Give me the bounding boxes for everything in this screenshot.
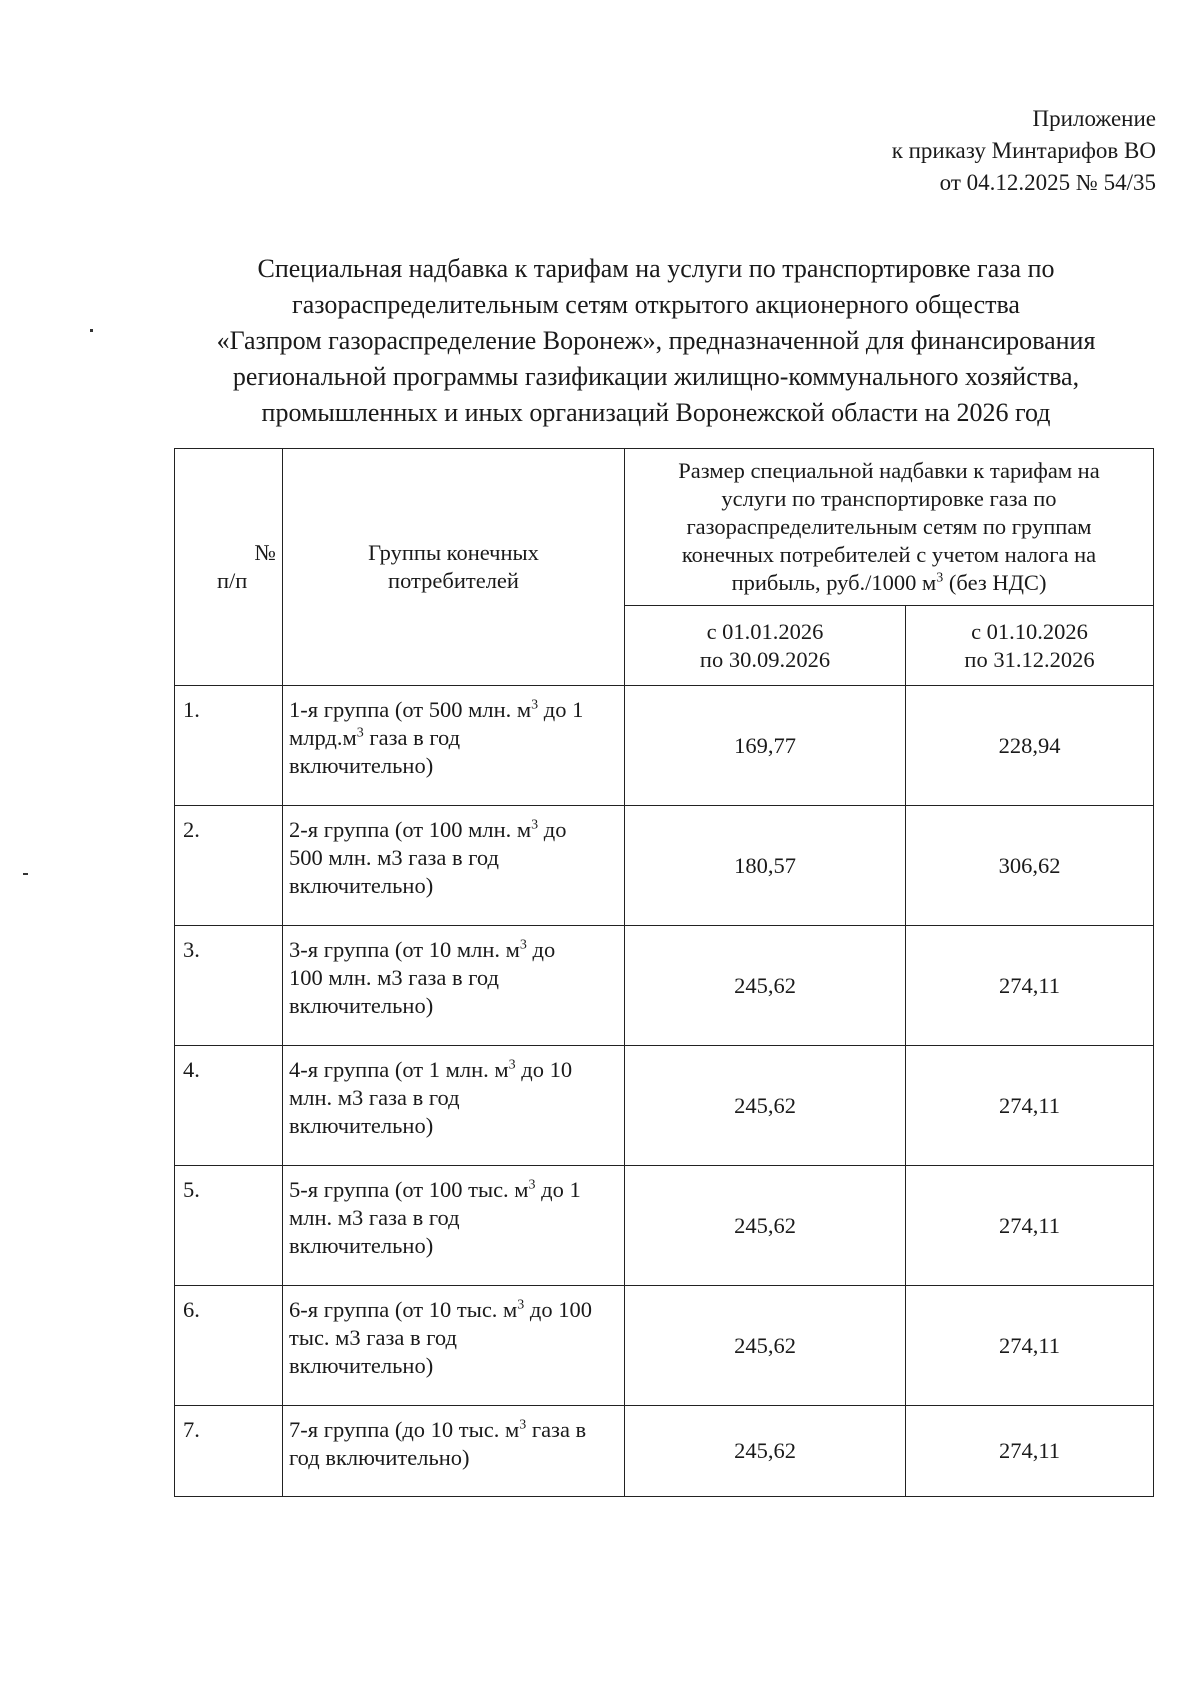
title-line: региональной программы газификации жилищно-коммунального хозяйства, <box>232 362 1080 391</box>
group-line: включительно) <box>289 1233 434 1258</box>
group-line: включительно) <box>289 753 434 778</box>
table-header-row <box>175 449 1154 606</box>
group-line <box>289 696 618 724</box>
header-groups-line: Группы конечных <box>368 540 539 565</box>
consumer-group <box>283 1286 625 1406</box>
group-text: год включительно) <box>289 1445 470 1470</box>
surcharge-value-period-2: 274,11 <box>906 1286 1154 1406</box>
row-number: 1. <box>175 686 283 806</box>
surcharge-value-period-1: 245,62 <box>625 1286 906 1406</box>
consumer-group <box>283 1166 625 1286</box>
header-period-2 <box>906 606 1154 686</box>
group-text: млн. м3 газа в год <box>289 1085 460 1110</box>
group-text: млрд.м <box>289 725 357 750</box>
header-groups <box>283 449 625 686</box>
group-line <box>289 724 618 752</box>
header-number <box>175 449 283 686</box>
consumer-group <box>283 926 625 1046</box>
group-text: 5-я группа (от 100 тыс. м <box>289 1177 529 1202</box>
header-size-line: конечных потребителей с учетом налога на <box>681 542 1097 568</box>
group-line <box>289 964 618 992</box>
row-number: 2. <box>175 806 283 926</box>
appendix-order-date: от 04.12.2025 № 54/35 <box>939 170 1156 195</box>
row-number: 3. <box>175 926 283 1046</box>
header-size-line: услуги по транспортировке газа по <box>721 486 1057 512</box>
group-sup: 3 <box>356 725 364 741</box>
group-sup: 3 <box>508 1057 516 1073</box>
group-line: включительно) <box>289 873 434 898</box>
group-text: 100 млн. м3 газа в год <box>289 965 499 990</box>
group-text: газа в год <box>363 725 461 750</box>
group-line <box>289 1444 618 1472</box>
group-text: 2-я группа (от 100 млн. м <box>289 817 532 842</box>
group-line <box>289 1296 618 1324</box>
group-line: включительно) <box>289 993 434 1018</box>
group-sup: 3 <box>528 1177 536 1193</box>
group-text: 7-я группа (до 10 тыс. м <box>289 1417 520 1442</box>
group-text: 3-я группа (от 10 млн. м <box>289 937 520 962</box>
title-line: Специальная надбавка к тарифам на услуги по транспортировке газа по <box>257 254 1055 283</box>
surcharge-value-period-1: 245,62 <box>625 1166 906 1286</box>
header-size-vat: (без НДС) <box>943 570 1047 596</box>
group-line <box>289 936 618 964</box>
group-text: млн. м3 газа в год <box>289 1205 460 1230</box>
surcharge-value-period-2: 274,11 <box>906 1406 1154 1497</box>
group-text: 4-я группа (от 1 млн. м <box>289 1057 509 1082</box>
group-line <box>289 1204 618 1232</box>
title-line: промышленных и иных организаций Воронежской области на 2026 год <box>261 398 1051 427</box>
appendix-label: Приложение <box>1032 106 1156 131</box>
tariff-table <box>174 448 1154 1497</box>
group-sup: 3 <box>519 937 527 953</box>
group-line <box>289 844 618 872</box>
consumer-group <box>283 1406 625 1497</box>
header-size-unit-sup: 3 <box>936 570 944 586</box>
appendix-header <box>892 103 1156 199</box>
header-period-1 <box>625 606 906 686</box>
group-line <box>289 1416 618 1444</box>
surcharge-value-period-2: 228,94 <box>906 686 1154 806</box>
table-row <box>175 686 1154 806</box>
period-line: с 01.10.2026 <box>971 618 1088 644</box>
consumer-group <box>283 686 625 806</box>
group-sup: 3 <box>531 697 539 713</box>
table-row <box>175 1166 1154 1286</box>
table-row <box>175 926 1154 1046</box>
surcharge-value-period-1: 245,62 <box>625 1406 906 1497</box>
group-text: до 1 <box>535 1177 581 1202</box>
title-line: газораспределительным сетям открытого акционерного общества <box>292 290 1020 319</box>
group-text: до 100 <box>524 1297 592 1322</box>
group-line <box>289 1084 618 1112</box>
surcharge-value-period-1: 180,57 <box>625 806 906 926</box>
period-line: с 01.01.2026 <box>706 618 824 644</box>
surcharge-value-period-1: 169,77 <box>625 686 906 806</box>
group-text: тыс. м3 газа в год <box>289 1325 457 1350</box>
consumer-group <box>283 1046 625 1166</box>
group-sup: 3 <box>519 1417 527 1433</box>
group-text: до 1 <box>538 697 584 722</box>
surcharge-value-period-1: 245,62 <box>625 926 906 1046</box>
row-number: 6. <box>175 1286 283 1406</box>
group-line <box>289 816 618 844</box>
group-text: 1-я группа (от 500 млн. м <box>289 697 532 722</box>
group-sup: 3 <box>517 1297 525 1313</box>
row-number: 7. <box>175 1406 283 1497</box>
consumer-group <box>283 806 625 926</box>
table-row <box>175 806 1154 926</box>
row-number: 5. <box>175 1166 283 1286</box>
title-line: «Газпром газораспределение Воронеж», предназначенной для финансирования <box>216 326 1096 355</box>
group-line <box>289 1324 618 1352</box>
table-row <box>175 1046 1154 1166</box>
group-sup: 3 <box>531 817 539 833</box>
surcharge-value-period-2: 274,11 <box>906 1046 1154 1166</box>
header-size-unit: прибыль, руб./1000 м <box>731 570 937 596</box>
document-title <box>170 251 1142 431</box>
appendix-order-ref: к приказу Минтарифов ВО <box>891 138 1156 163</box>
period-line: по 30.09.2026 <box>699 646 831 672</box>
group-line: включительно) <box>289 1113 434 1138</box>
surcharge-value-period-2: 274,11 <box>906 926 1154 1046</box>
surcharge-value-period-1: 245,62 <box>625 1046 906 1166</box>
header-number-sign: № <box>254 540 276 565</box>
table-row <box>175 1286 1154 1406</box>
header-size-line: газораспределительным сетям по группам <box>686 514 1092 540</box>
group-text: газа в <box>526 1417 587 1442</box>
surcharge-value-period-2: 274,11 <box>906 1166 1154 1286</box>
group-line <box>289 1176 618 1204</box>
group-text: 6-я группа (от 10 тыс. м <box>289 1297 518 1322</box>
group-text: 500 млн. м3 газа в год <box>289 845 499 870</box>
scan-speck <box>90 329 93 332</box>
group-text: до <box>538 817 567 842</box>
row-number: 4. <box>175 1046 283 1166</box>
header-number-pp: п/п <box>217 568 248 593</box>
period-line: по 31.12.2026 <box>964 646 1095 672</box>
header-size-line <box>635 569 1143 597</box>
header-size-line: Размер специальной надбавки к тарифам на <box>678 458 1100 484</box>
surcharge-value-period-2: 306,62 <box>906 806 1154 926</box>
scan-speck <box>23 873 28 875</box>
group-text: до <box>526 937 556 962</box>
group-line <box>289 1056 618 1084</box>
table-row <box>175 1406 1154 1497</box>
header-groups-line: потребителей <box>388 568 519 593</box>
group-line: включительно) <box>289 1353 434 1378</box>
header-surcharge-size <box>625 449 1154 606</box>
group-text: до 10 <box>515 1057 573 1082</box>
